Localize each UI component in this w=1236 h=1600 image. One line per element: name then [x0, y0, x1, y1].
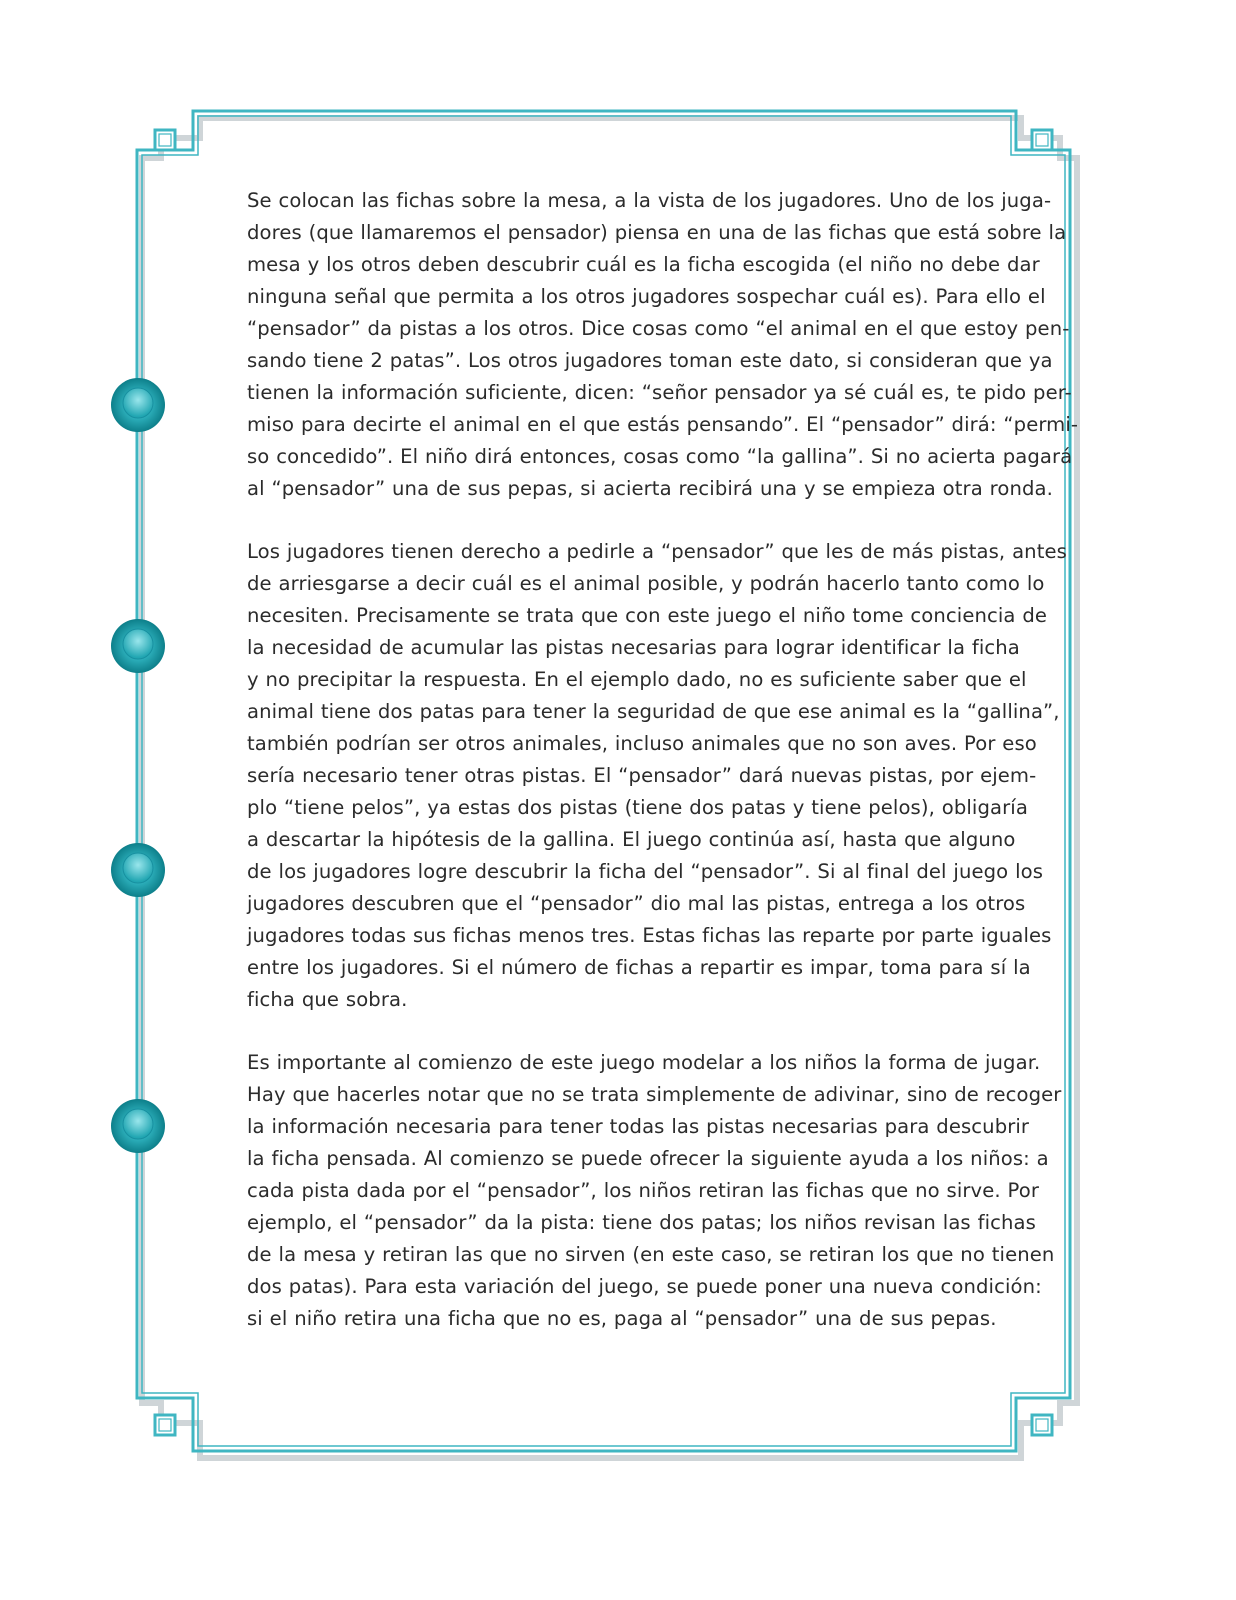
- text-line: dos patas). Para esta variación del juego, se puede poner una nueva condición:: [247, 1275, 1042, 1298]
- text-line: so concedido”. El niño dirá entonces, cosas como “la gallina”. Si no acierta pagará: [247, 445, 1073, 468]
- text-line: Se colocan las fichas sobre la mesa, a la vista de los jugadores. Uno de los juga-: [247, 189, 1052, 212]
- text-line: Es importante al comienzo de este juego modelar a los niños la forma de jugar.: [247, 1051, 1041, 1074]
- paragraph-2: [247, 536, 1067, 1016]
- text-line: dores (que llamaremos el pensador) piensa en una de las fichas que está sobre la: [247, 221, 1067, 244]
- text-line: la información necesaria para tener todas las pistas necesarias para descubrir: [247, 1115, 1030, 1138]
- text-line: Hay que hacerles notar que no se trata simplemente de adivinar, sino de recoger: [247, 1083, 1062, 1106]
- text-line: de los jugadores logre descubrir la ficha del “pensador”. Si al final del juego los: [247, 860, 1044, 883]
- text-line: ninguna señal que permita a los otros jugadores sospechar cuál es). Para ello el: [247, 285, 1046, 308]
- text-line: ejemplo, el “pensador” da la pista: tiene dos patas; los niños revisan las fichas: [247, 1211, 1036, 1234]
- bead-4: [111, 1099, 165, 1153]
- text-line: si el niño retira una ficha que no es, paga al “pensador” una de sus pepas.: [247, 1307, 997, 1330]
- paragraph-3: [247, 1047, 1062, 1335]
- text-line: Los jugadores tienen derecho a pedirle a “pensador” que les de más pistas, antes: [247, 540, 1067, 563]
- text-line: la ficha pensada. Al comienzo se puede ofrecer la siguiente ayuda a los niños: a: [247, 1147, 1049, 1170]
- text-line: animal tiene dos patas para tener la seguridad de que ese animal es la “gallina”,: [247, 700, 1060, 723]
- text-line: cada pista dada por el “pensador”, los niños retiran las fichas que no sirve. Por: [247, 1179, 1039, 1202]
- text-line: plo “tiene pelos”, ya estas dos pistas (tiene dos patas y tiene pelos), obligaría: [247, 796, 1028, 819]
- text-line: sería necesario tener otras pistas. El “pensador” dará nuevas pistas, por ejem-: [247, 764, 1037, 787]
- text-line: de arriesgarse a decir cuál es el animal posible, y podrán hacerlo tanto como lo: [247, 572, 1045, 595]
- text-line: “pensador” da pistas a los otros. Dice cosas como “el animal en el que estoy pen-: [247, 317, 1070, 340]
- text-line: al “pensador” una de sus pepas, si acierta recibirá una y se empieza otra ronda.: [247, 477, 1053, 500]
- text-line: miso para decirte el animal en el que estás pensando”. El “pensador” dirá: “permi-: [247, 413, 1079, 436]
- text-line: la necesidad de acumular las pistas necesarias para lograr identificar la ficha: [247, 636, 1020, 659]
- text-line: necesiten. Precisamente se trata que con este juego el niño tome conciencia de: [247, 604, 1048, 627]
- text-line: sando tiene 2 patas”. Los otros jugadores toman este dato, si consideran que ya: [247, 349, 1053, 372]
- bead-1: [111, 378, 165, 432]
- text-line: entre los jugadores. Si el número de fichas a repartir es impar, toma para sí la: [247, 956, 1031, 979]
- bead-2: [111, 619, 165, 673]
- text-line: jugadores descubren que el “pensador” dio mal las pistas, entrega a los otros: [247, 892, 1026, 915]
- text-line: a descartar la hipótesis de la gallina. El juego continúa así, hasta que alguno: [247, 828, 1016, 851]
- text-line: de la mesa y retiran las que no sirven (en este caso, se retiran los que no tienen: [247, 1243, 1055, 1266]
- text-line: ficha que sobra.: [247, 988, 408, 1011]
- text-line: jugadores todas sus fichas menos tres. Estas fichas las reparte por parte iguales: [247, 924, 1052, 947]
- text-line: también podrían ser otros animales, incluso animales que no son aves. Por eso: [247, 732, 1037, 755]
- paragraph-1: [247, 185, 1079, 505]
- text-line: mesa y los otros deben descubrir cuál es la ficha escogida (el niño no debe dar: [247, 253, 1040, 276]
- body-text: [247, 185, 1079, 1366]
- text-line: y no precipitar la respuesta. En el ejemplo dado, no es suficiente saber que el: [247, 668, 1027, 691]
- bead-3: [111, 843, 165, 897]
- text-line: tienen la información suficiente, dicen: “señor pensador ya sé cuál es, te pido per-: [247, 381, 1072, 404]
